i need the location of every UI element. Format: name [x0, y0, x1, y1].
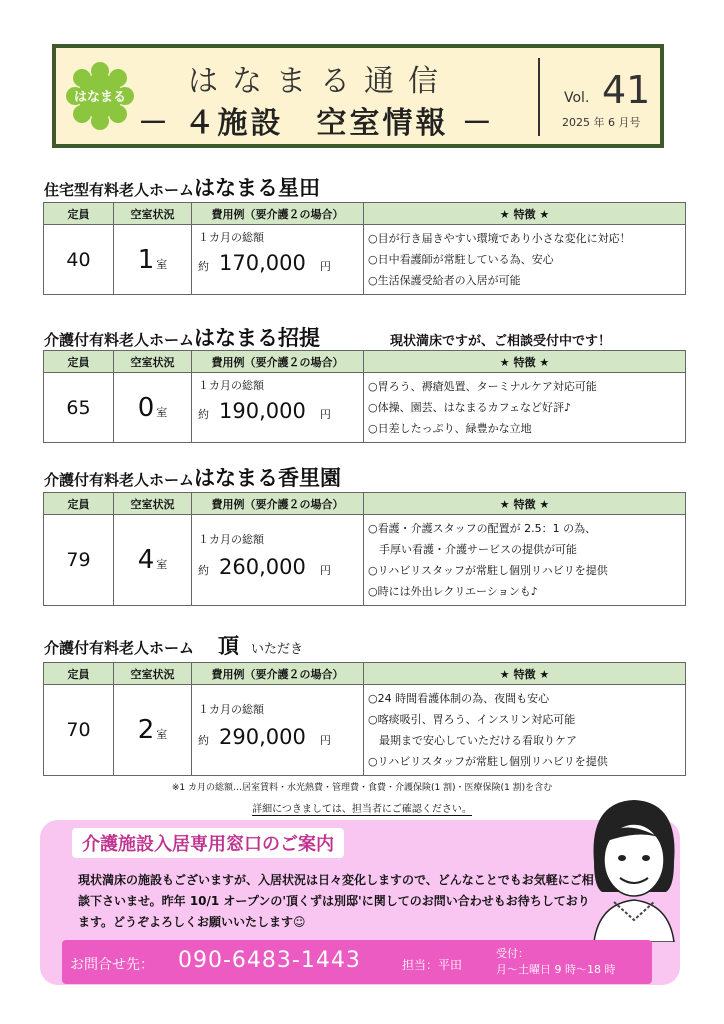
reception-hours — [496, 946, 616, 978]
vacancy-cell — [114, 373, 192, 443]
facility-name: はなまる香里園 — [194, 466, 342, 490]
vacancy-value: 0 — [137, 392, 155, 423]
feature-item: ○胃ろう、褥瘡処置、ターミナルケア対応可能 — [368, 380, 597, 393]
feature-item: 手厚い看護・介護サービスの提供が可能 — [368, 543, 577, 556]
facility-name: はなまる星田 — [194, 176, 321, 200]
cost-footnote: ※1 カ月の総額…居室賃料・水光熱費・管理費・食費・介護保険(1 割)・医療保険(1 割)を含む — [171, 783, 553, 793]
feature-item: ○体操、園芸、はなまるカフェなど好評♪ — [368, 401, 572, 414]
cost-label: １カ月の総額 — [198, 379, 264, 392]
vacancy-cell — [114, 515, 192, 606]
facility-type: 介護付有料老人ホーム — [44, 331, 195, 349]
details-note: 詳細につきましては、担当者にご確認ください。 — [252, 804, 472, 815]
newsletter-subtitle: － ４施設 空室情報 － — [138, 106, 495, 141]
table-row — [44, 515, 686, 606]
hours-label: 受付： — [496, 947, 529, 960]
cost-amount: 260,000 — [219, 555, 306, 579]
cost-prefix: 約 — [198, 260, 209, 273]
facility-table — [43, 662, 686, 776]
header-vacancy: 空室状況 — [114, 493, 192, 515]
feature-item: 最期まで安心していただける看取りケア — [368, 734, 577, 747]
cost-unit: 円 — [319, 734, 331, 747]
facility-name: 頂 — [218, 634, 240, 658]
cost-unit: 円 — [319, 564, 331, 577]
newsletter-header — [52, 44, 664, 148]
staff-portrait-illustration — [574, 792, 694, 942]
feature-item: ○目が行き届きやすい環境であり小さな変化に対応！ — [368, 232, 631, 245]
cost-unit: 円 — [319, 408, 331, 421]
cost-prefix: 約 — [198, 408, 209, 421]
facility-reading: いただき — [251, 642, 304, 657]
facility-table — [43, 350, 686, 443]
logo-text: はなまる — [73, 90, 127, 105]
header-cost: 費用例（要介護２の場合） — [192, 493, 364, 515]
capacity-value: 65 — [44, 373, 114, 443]
feature-item: ○時には外出レクリエーションも♪ — [368, 585, 538, 598]
cost-cell — [192, 373, 364, 443]
feature-item: ○日中看護師が常駐している為、安心 — [368, 253, 554, 266]
cost-cell — [192, 225, 364, 295]
table-header-row — [44, 493, 686, 515]
table-row — [44, 685, 686, 776]
facility-type: 介護付有料老人ホーム — [44, 639, 195, 657]
vacancy-unit: 室 — [156, 728, 168, 741]
hanamaru-logo — [64, 60, 136, 132]
facility-table — [43, 492, 686, 606]
feature-item: ○看護・介護スタッフの配置が 2.5：1 の為、 — [368, 522, 597, 535]
header-capacity: 定員 — [44, 351, 114, 373]
header-capacity: 定員 — [44, 663, 114, 685]
header-vacancy: 空室状況 — [114, 663, 192, 685]
vacancy-value: 2 — [137, 715, 155, 745]
cost-label: １カ月の総額 — [198, 533, 264, 546]
cost-amount: 290,000 — [219, 725, 306, 749]
feature-item: ○喀痰吸引、胃ろう、インスリン対応可能 — [368, 713, 576, 726]
cost-cell — [192, 685, 364, 776]
cost-amount: 170,000 — [219, 251, 306, 275]
feature-item: ○日差したっぷり、緑豊かな立地 — [368, 422, 532, 435]
table-header-row — [44, 203, 686, 225]
facility-title — [44, 322, 611, 352]
header-features: ★ 特徴 ★ — [364, 203, 686, 225]
cost-label: １カ月の総額 — [198, 703, 264, 716]
vacancy-cell — [114, 225, 192, 295]
facility-title — [44, 462, 341, 492]
table-header-row — [44, 351, 686, 373]
features-cell — [364, 225, 686, 295]
feature-item: ○リハビリスタッフが常駐し個別リハビリを提供 — [368, 755, 608, 768]
features-cell — [364, 373, 686, 443]
panel-title: 介護施設入居専用窓口のご案内 — [72, 828, 344, 858]
capacity-value: 79 — [44, 515, 114, 606]
table-row — [44, 373, 686, 443]
contact-person: 担当：平田 — [402, 958, 463, 972]
contact-label: お問合せ先： — [70, 957, 154, 973]
feature-item: ○24 時間看護体制の為、夜間も安心 — [368, 692, 550, 705]
header-vacancy: 空室状況 — [114, 351, 192, 373]
vacancy-value: 4 — [137, 545, 155, 575]
header-features: ★ 特徴 ★ — [364, 663, 686, 685]
facility-title — [44, 630, 303, 660]
table-header-row — [44, 663, 686, 685]
hours-value: 月～土曜日 9 時～18 時 — [496, 963, 616, 976]
facility-type: 介護付有料老人ホーム — [44, 471, 195, 489]
panel-text: 現状満床の施設もございますが、入居状況は日々変化しますので、どんなことでもお気軽にご相談下さいませ。昨年 10/1 オープンの'頂くずは別邸'に関してのお問い合わせもお待ちしております。どうぞよろしくお願いいたします☺ — [78, 873, 594, 929]
cost-prefix: 約 — [198, 734, 209, 747]
feature-item: ○リハビリスタッフが常駐し個別リハビリを提供 — [368, 564, 608, 577]
table-row — [44, 225, 686, 295]
newsletter-title: はなまる通信 — [188, 64, 452, 99]
header-features: ★ 特徴 ★ — [364, 351, 686, 373]
facility-type: 住宅型有料老人ホーム — [44, 181, 195, 199]
capacity-value: 40 — [44, 225, 114, 295]
vacancy-unit: 室 — [156, 405, 168, 419]
vol-label: Vol. — [564, 90, 590, 106]
vacancy-value: 1 — [137, 244, 155, 275]
header-cost: 費用例（要介護２の場合） — [192, 663, 364, 685]
vol-number: 41 — [602, 68, 651, 112]
cost-unit: 円 — [319, 260, 331, 273]
features-cell — [364, 685, 686, 776]
cost-amount: 190,000 — [219, 399, 306, 423]
phone-number[interactable]: 090-6483-1443 — [178, 948, 361, 973]
header-cost: 費用例（要介護２の場合） — [192, 203, 364, 225]
cost-cell — [192, 515, 364, 606]
capacity-value: 70 — [44, 685, 114, 776]
vacancy-unit: 室 — [156, 257, 168, 271]
cost-label: １カ月の総額 — [198, 231, 264, 244]
facility-name: はなまる招提 — [194, 326, 321, 350]
header-capacity: 定員 — [44, 493, 114, 515]
features-cell — [364, 515, 686, 606]
facility-note: 現状満床ですが、ご相談受付中です！ — [390, 334, 612, 349]
vacancy-cell — [114, 685, 192, 776]
cost-prefix: 約 — [198, 564, 209, 577]
header-cost: 費用例（要介護２の場合） — [192, 351, 364, 373]
issue-date: 2025 年 6 月号 — [562, 116, 641, 129]
feature-item: ○生活保護受給者の入居が可能 — [368, 274, 521, 287]
facility-table — [43, 202, 686, 295]
header-features: ★ 特徴 ★ — [364, 493, 686, 515]
vacancy-unit: 室 — [156, 558, 168, 571]
header-capacity: 定員 — [44, 203, 114, 225]
header-vacancy: 空室状況 — [114, 203, 192, 225]
header-divider — [538, 58, 540, 136]
facility-title — [44, 172, 320, 202]
